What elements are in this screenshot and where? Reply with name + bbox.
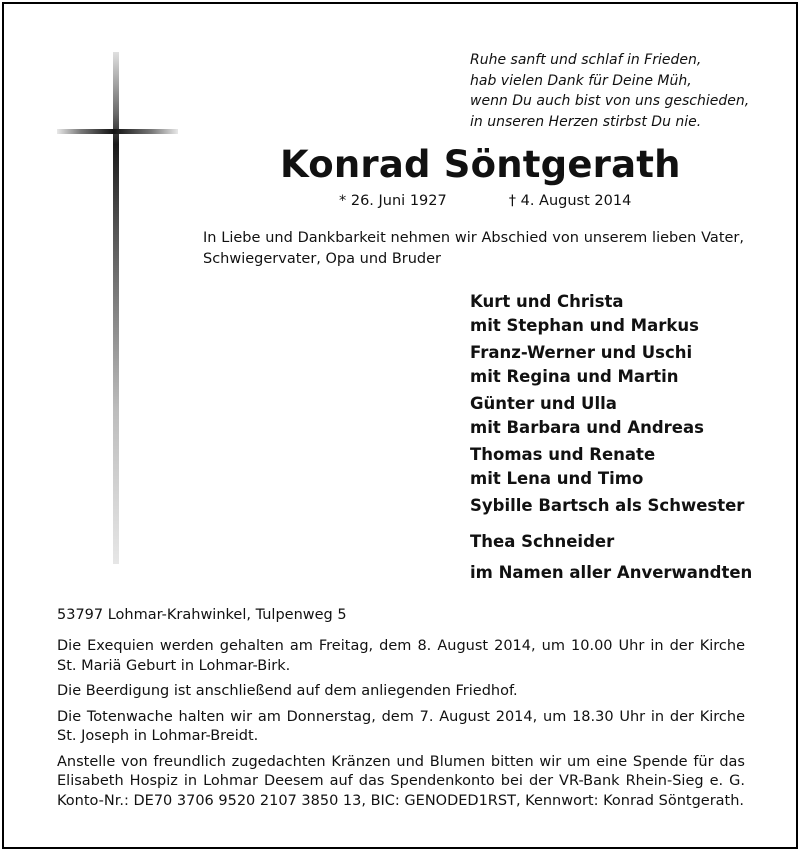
family-group [470, 341, 752, 389]
memorial-verse [470, 50, 749, 132]
family-line: Franz-Werner und Uschi [470, 343, 693, 362]
birth-date: * 26. Juni 1927 [339, 193, 447, 209]
address: 53797 Lohmar-Krahwinkel, Tulpenweg 5 [57, 607, 347, 623]
intro-text: In Liebe und Dankbarkeit nehmen wir Abschied von unserem lieben Vater, Schwiegervater, Opa und Bruder [203, 230, 744, 267]
family-line: mit Lena und Timo [470, 469, 644, 488]
service-notes [57, 637, 745, 817]
cross-horizontal-beam [57, 129, 178, 134]
family-group [470, 443, 752, 491]
note-paragraph: Die Totenwache halten wir am Donnerstag, dem 7. August 2014, um 18.30 Uhr in der Kirche St. Joseph in Lohmar-Breidt. [57, 708, 745, 744]
note-paragraph: Die Exequien werden gehalten am Freitag, dem 8. August 2014, um 10.00 Uhr in der Kirche St. Mariä Geburt in Lohmar-Birk. [57, 638, 745, 674]
deceased-name: Konrad Söntgerath [280, 143, 681, 186]
family-line: Kurt und Christa [470, 292, 624, 311]
family-group [470, 290, 752, 338]
family-group [470, 392, 752, 440]
verse-line: hab vielen Dank für Deine Müh, [470, 72, 692, 89]
family-line: Thea Schneider [470, 532, 615, 551]
note-paragraph: Anstelle von freundlich zugedachten Kränzen und Blumen bitten wir um eine Spende für das Elisabeth Hospiz in Lohmar Deesem auf das Spendenkonto bei der VR-Bank Rhein-Sieg e. G. Konto-Nr.: DE70 3706 9520 2107 3850 13, BIC: GENODED1RST, Kennwort: Konrad Söntgerath. [57, 753, 745, 809]
family-group [470, 494, 752, 518]
note-paragraph: Die Beerdigung ist anschließend auf dem anliegenden Friedhof. [57, 683, 518, 699]
verse-line: Ruhe sanft und schlaf in Frieden, [470, 52, 702, 68]
family-line: Sybille Bartsch als Schwester [470, 496, 745, 515]
family-line: Thomas und Renate [470, 445, 656, 464]
death-date: † 4. August 2014 [508, 193, 632, 209]
family-line: im Namen aller Anverwandten [470, 563, 753, 582]
verse-line: in unseren Herzen stirbst Du nie. [470, 113, 702, 130]
family-line: mit Regina und Martin [470, 367, 679, 386]
family-group [470, 561, 752, 585]
family-group [470, 530, 752, 554]
family-list [470, 290, 752, 588]
verse-line: wenn Du auch bist von uns geschieden, [470, 93, 750, 109]
life-dates [339, 193, 631, 209]
family-line: mit Barbara und Andreas [470, 418, 704, 437]
family-line: mit Stephan und Markus [470, 316, 699, 335]
family-line: Günter und Ulla [470, 394, 617, 413]
